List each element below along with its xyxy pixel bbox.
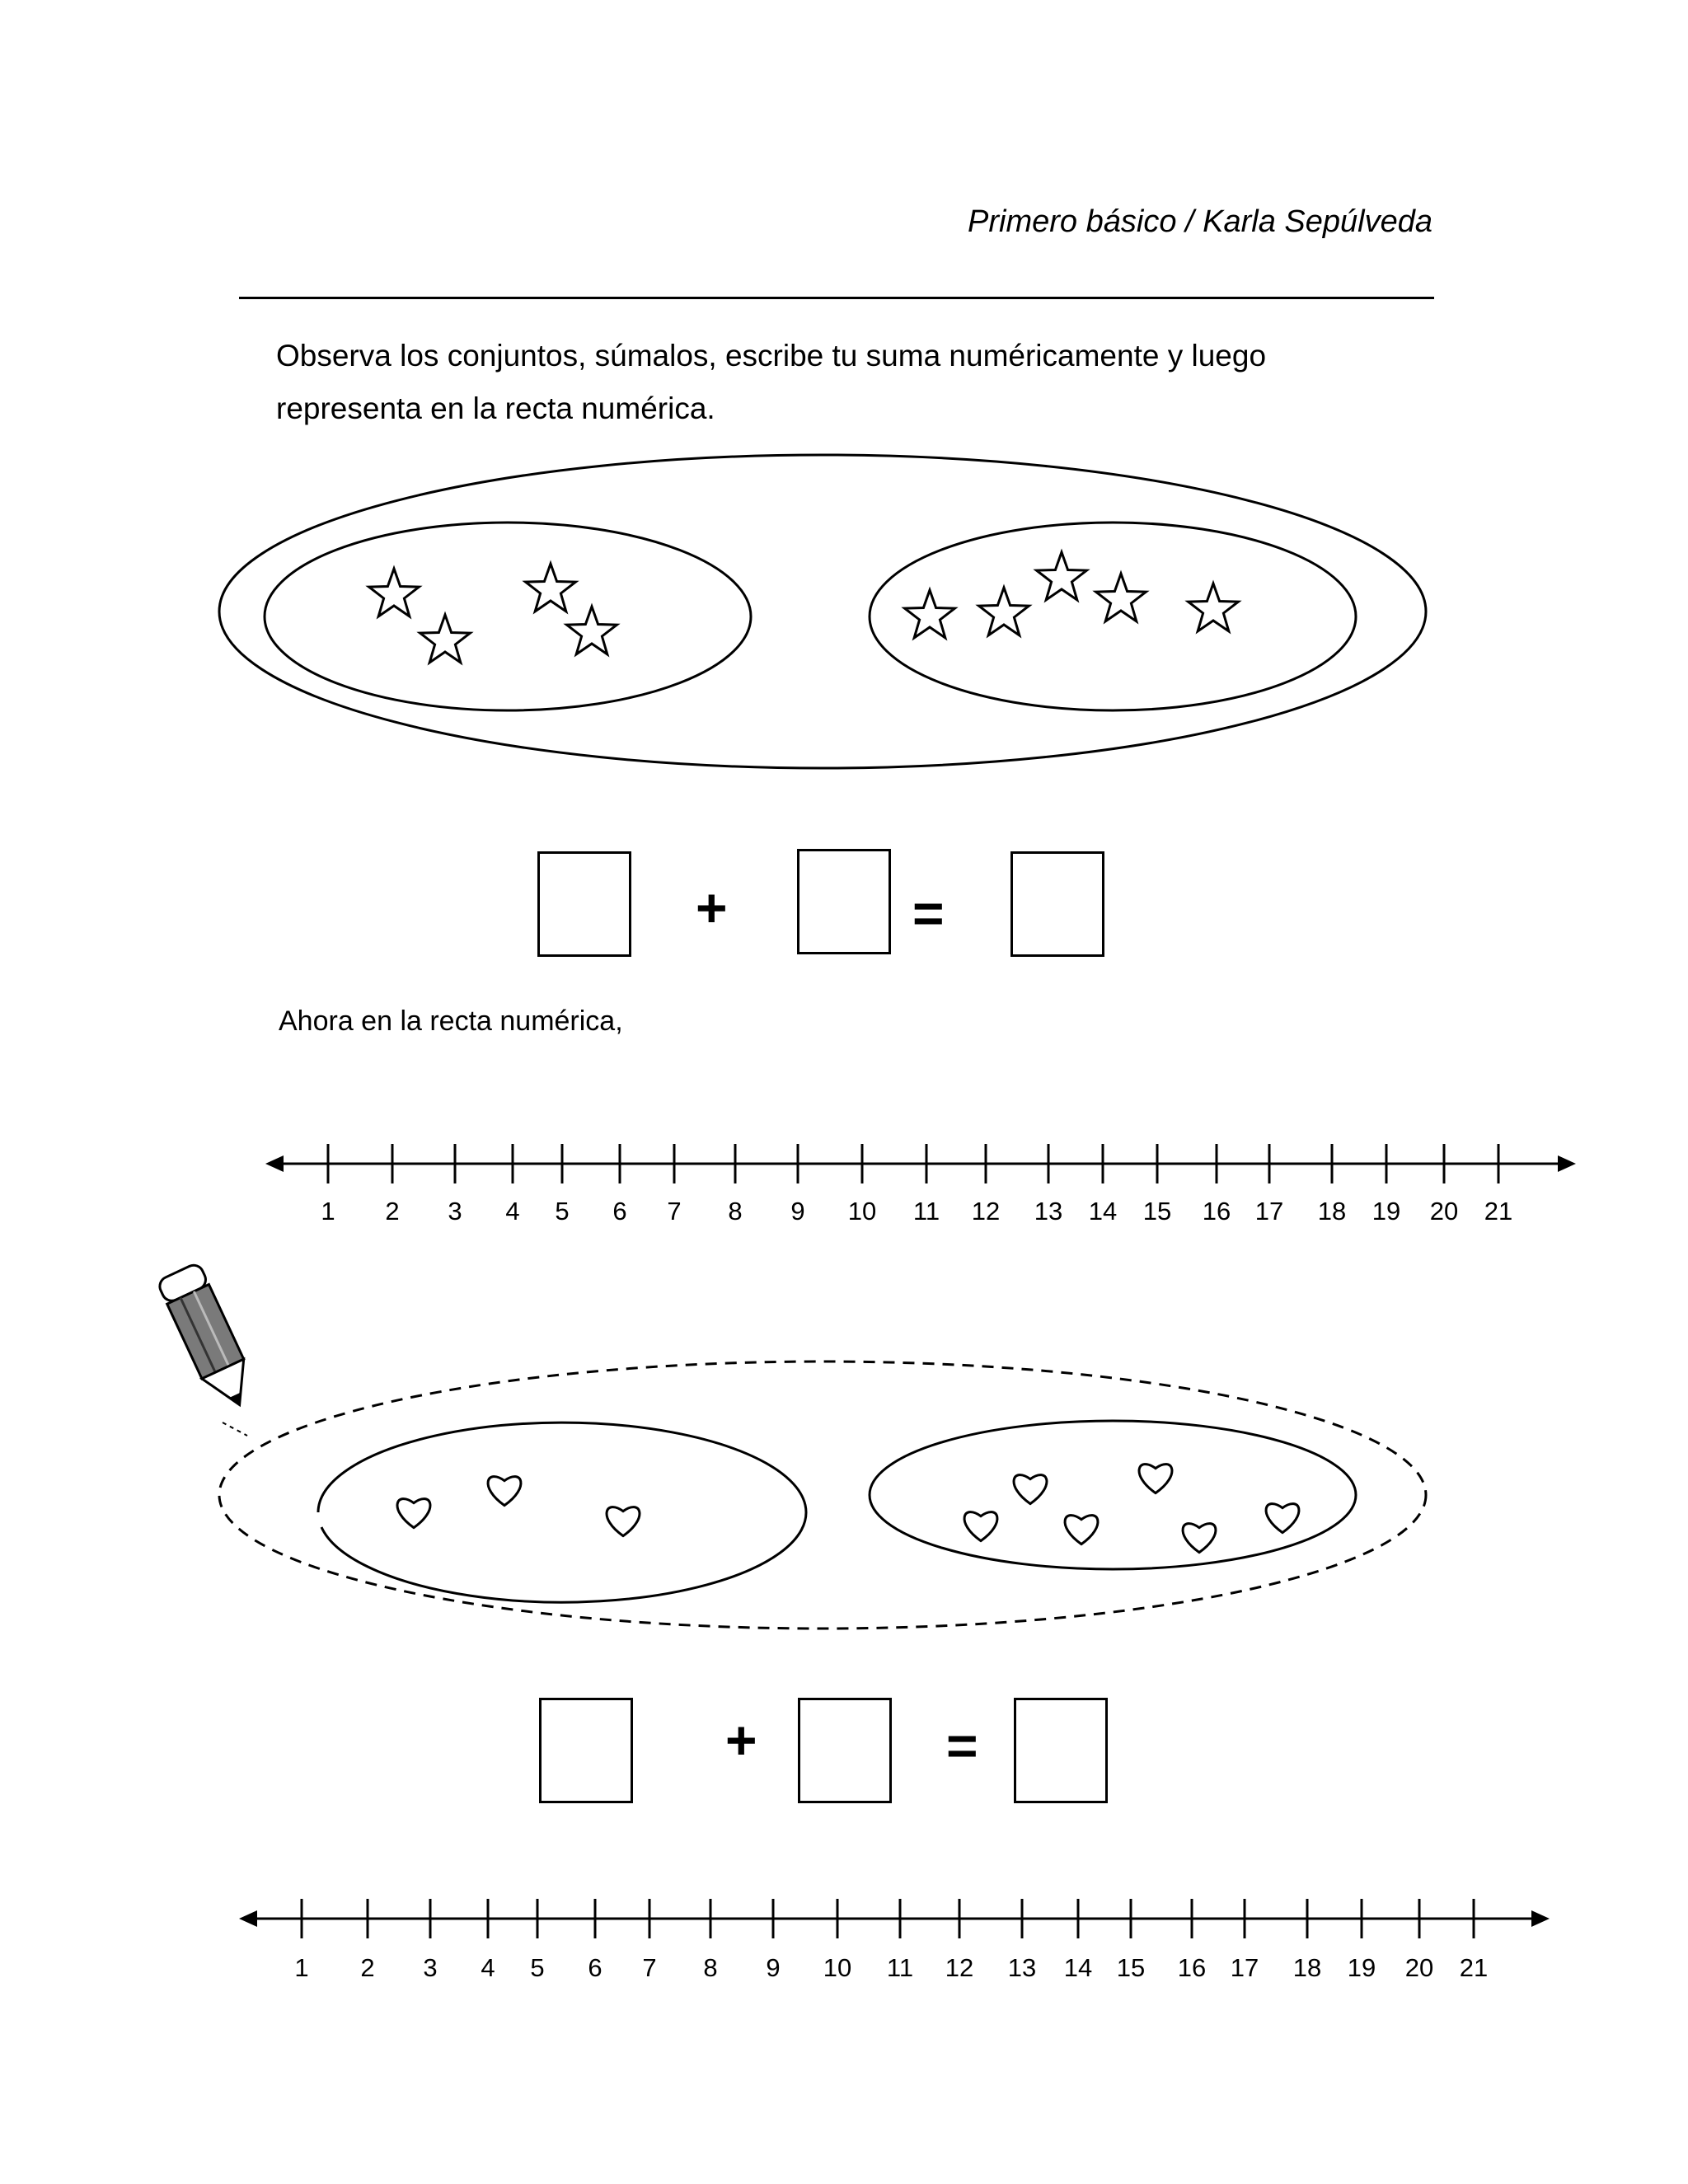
tick-label: 20 <box>1429 1197 1459 1226</box>
plus-sign-2: + <box>725 1709 757 1770</box>
tick-label: 2 <box>360 1953 375 1982</box>
tick-label: 13 <box>1007 1953 1037 1982</box>
tick-label: 13 <box>1034 1197 1063 1226</box>
tick-label: 18 <box>1317 1197 1347 1226</box>
tick-label: 15 <box>1142 1197 1172 1226</box>
plus-sign-1: + <box>696 877 728 938</box>
instructions-line-1: Observa los conjuntos, súmalos, escribe tu suma numéricamente y luego <box>276 339 1267 373</box>
tick-label: 7 <box>667 1197 682 1226</box>
tick-label: 5 <box>555 1197 570 1226</box>
tick-label: 19 <box>1372 1197 1401 1226</box>
instructions-line-2: representa en la recta numérica. <box>276 391 715 425</box>
tick-label: 21 <box>1484 1197 1513 1226</box>
tick-label: 14 <box>1088 1197 1118 1226</box>
arrow-left-icon <box>239 1910 257 1927</box>
tick-label: 14 <box>1063 1953 1093 1982</box>
tick-label: 19 <box>1347 1953 1376 1982</box>
equals-sign-1: = <box>912 883 945 944</box>
tick-label: 10 <box>823 1953 852 1982</box>
tick-label: 10 <box>847 1197 877 1226</box>
tick-label: 6 <box>612 1197 627 1226</box>
tick-label: 2 <box>385 1197 400 1226</box>
tick-label: 15 <box>1116 1953 1146 1982</box>
tick-label: 12 <box>971 1197 1001 1226</box>
tick-label: 3 <box>448 1197 462 1226</box>
tick-label: 16 <box>1202 1197 1231 1226</box>
tick-label: 4 <box>505 1197 520 1226</box>
tick-label: 17 <box>1230 1953 1259 1982</box>
tick-label: 18 <box>1292 1953 1322 1982</box>
tick-label: 5 <box>530 1953 545 1982</box>
equals-sign-2: = <box>946 1715 978 1776</box>
tick-label: 12 <box>945 1953 974 1982</box>
tick-label: 1 <box>294 1953 309 1982</box>
tick-label: 17 <box>1254 1197 1284 1226</box>
tick-label: 21 <box>1459 1953 1489 1982</box>
tick-label: 3 <box>423 1953 438 1982</box>
tick-label: 4 <box>481 1953 495 1982</box>
tick-label: 6 <box>588 1953 603 1982</box>
header-author: Primero básico / Karla Sepúlveda <box>968 204 1432 239</box>
tick-label: 11 <box>886 1953 914 1982</box>
subtitle-number-line: Ahora en la recta numérica, <box>279 1005 623 1037</box>
tick-label: 8 <box>703 1953 718 1982</box>
tick-label: 9 <box>790 1197 805 1226</box>
tick-label: 8 <box>728 1197 743 1226</box>
tick-label: 1 <box>321 1197 335 1226</box>
arrow-right-icon <box>1531 1910 1550 1927</box>
tick-label: 7 <box>642 1953 657 1982</box>
tick-label: 9 <box>766 1953 781 1982</box>
tick-label: 20 <box>1404 1953 1434 1982</box>
tick-label: 16 <box>1177 1953 1207 1982</box>
tick-label: 11 <box>912 1197 940 1226</box>
